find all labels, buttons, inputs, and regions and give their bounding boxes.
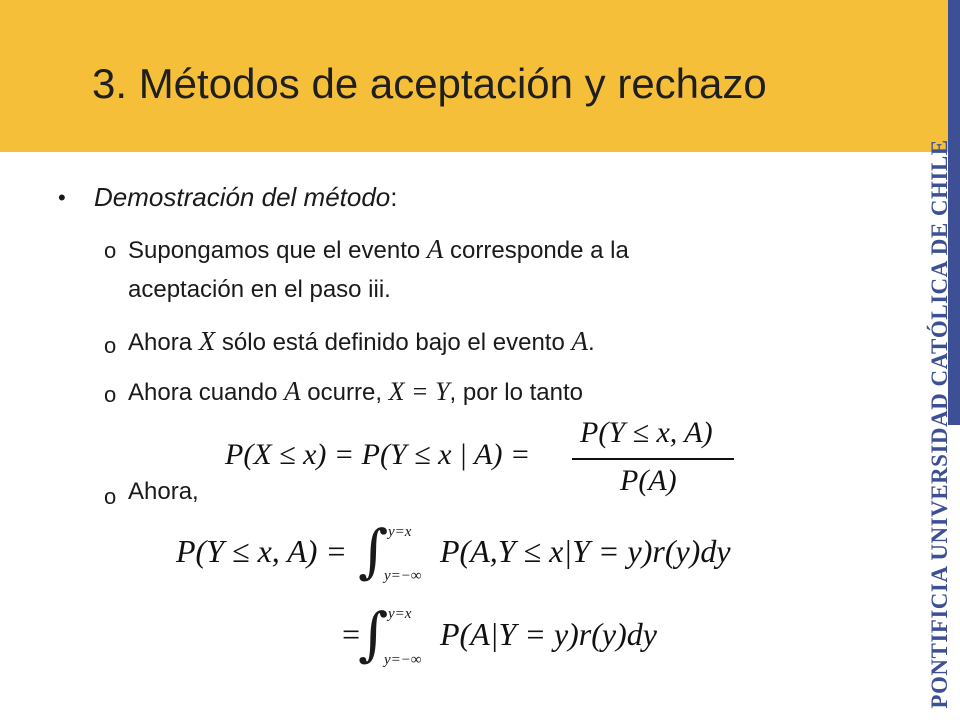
equation-1-lhs: P(X ≤ x) = P(Y ≤ x | A) = xyxy=(225,438,531,471)
item-2-line xyxy=(128,326,595,357)
item-3-text-a: Ahora cuando xyxy=(128,379,285,406)
item-1-line-1 xyxy=(128,234,629,265)
equation-1-numerator: P(Y ≤ x, A) xyxy=(580,416,713,449)
item-1-text-b: corresponde a la xyxy=(443,237,629,264)
heading-colon: : xyxy=(390,182,398,212)
equation-2-upper-limit: y=x xyxy=(388,524,412,540)
item-2-text-b: sólo está definido bajo el evento xyxy=(215,329,572,356)
item-3-var-a: A xyxy=(284,376,301,406)
equation-3-equals: = xyxy=(340,616,362,652)
equation-1-fraction-bar xyxy=(572,458,734,460)
equation-2-integral-sign: ∫ xyxy=(358,517,389,585)
equation-1-denominator: P(A) xyxy=(620,464,677,497)
item-2-var-a: A xyxy=(571,326,588,356)
heading-text: Demostración del método xyxy=(94,182,391,212)
item-2-var-x: X xyxy=(198,326,216,356)
sub-bullet-1: o xyxy=(104,238,117,263)
item-1-line-2: aceptación en el paso iii. xyxy=(128,276,391,303)
item-4-line: Ahora, xyxy=(128,478,199,505)
equation-3-integral-sign: ∫ xyxy=(358,600,389,668)
sub-bullet-3: o xyxy=(104,382,117,407)
item-1-text-a: Supongamos que el evento xyxy=(128,237,427,264)
item-2-text-c: . xyxy=(587,329,595,356)
sub-bullet-4: o xyxy=(104,484,117,509)
university-banner: PONTIFICIA UNIVERSIDAD CATÓLICA DE CHILE xyxy=(927,139,952,709)
equation-3-integrand: P(A|Y = y)r(y)dy xyxy=(440,616,657,652)
equation-3-upper-limit: y=x xyxy=(388,606,412,622)
sub-bullet-2: o xyxy=(104,333,117,358)
bullet-dot: • xyxy=(58,185,66,210)
bullet-heading xyxy=(94,182,398,213)
item-3-math-x-eq-y: X = Y xyxy=(388,377,450,406)
item-3-line xyxy=(128,376,583,407)
item-2-text-a: Ahora xyxy=(128,329,199,356)
equation-2-lower-limit: y=−∞ xyxy=(384,568,422,584)
equation-2-integrand: P(A,Y ≤ x|Y = y)r(y)dy xyxy=(440,533,731,569)
slide-title: 3. Métodos de aceptación y rechazo xyxy=(92,60,767,107)
equation-3-lower-limit: y=−∞ xyxy=(384,652,422,668)
equation-2-lhs: P(Y ≤ x, A) = xyxy=(176,533,347,569)
item-3-text-b: ocurre, xyxy=(300,379,389,406)
item-3-text-c: , por lo tanto xyxy=(449,379,583,406)
item-1-var-a: A xyxy=(426,234,444,264)
